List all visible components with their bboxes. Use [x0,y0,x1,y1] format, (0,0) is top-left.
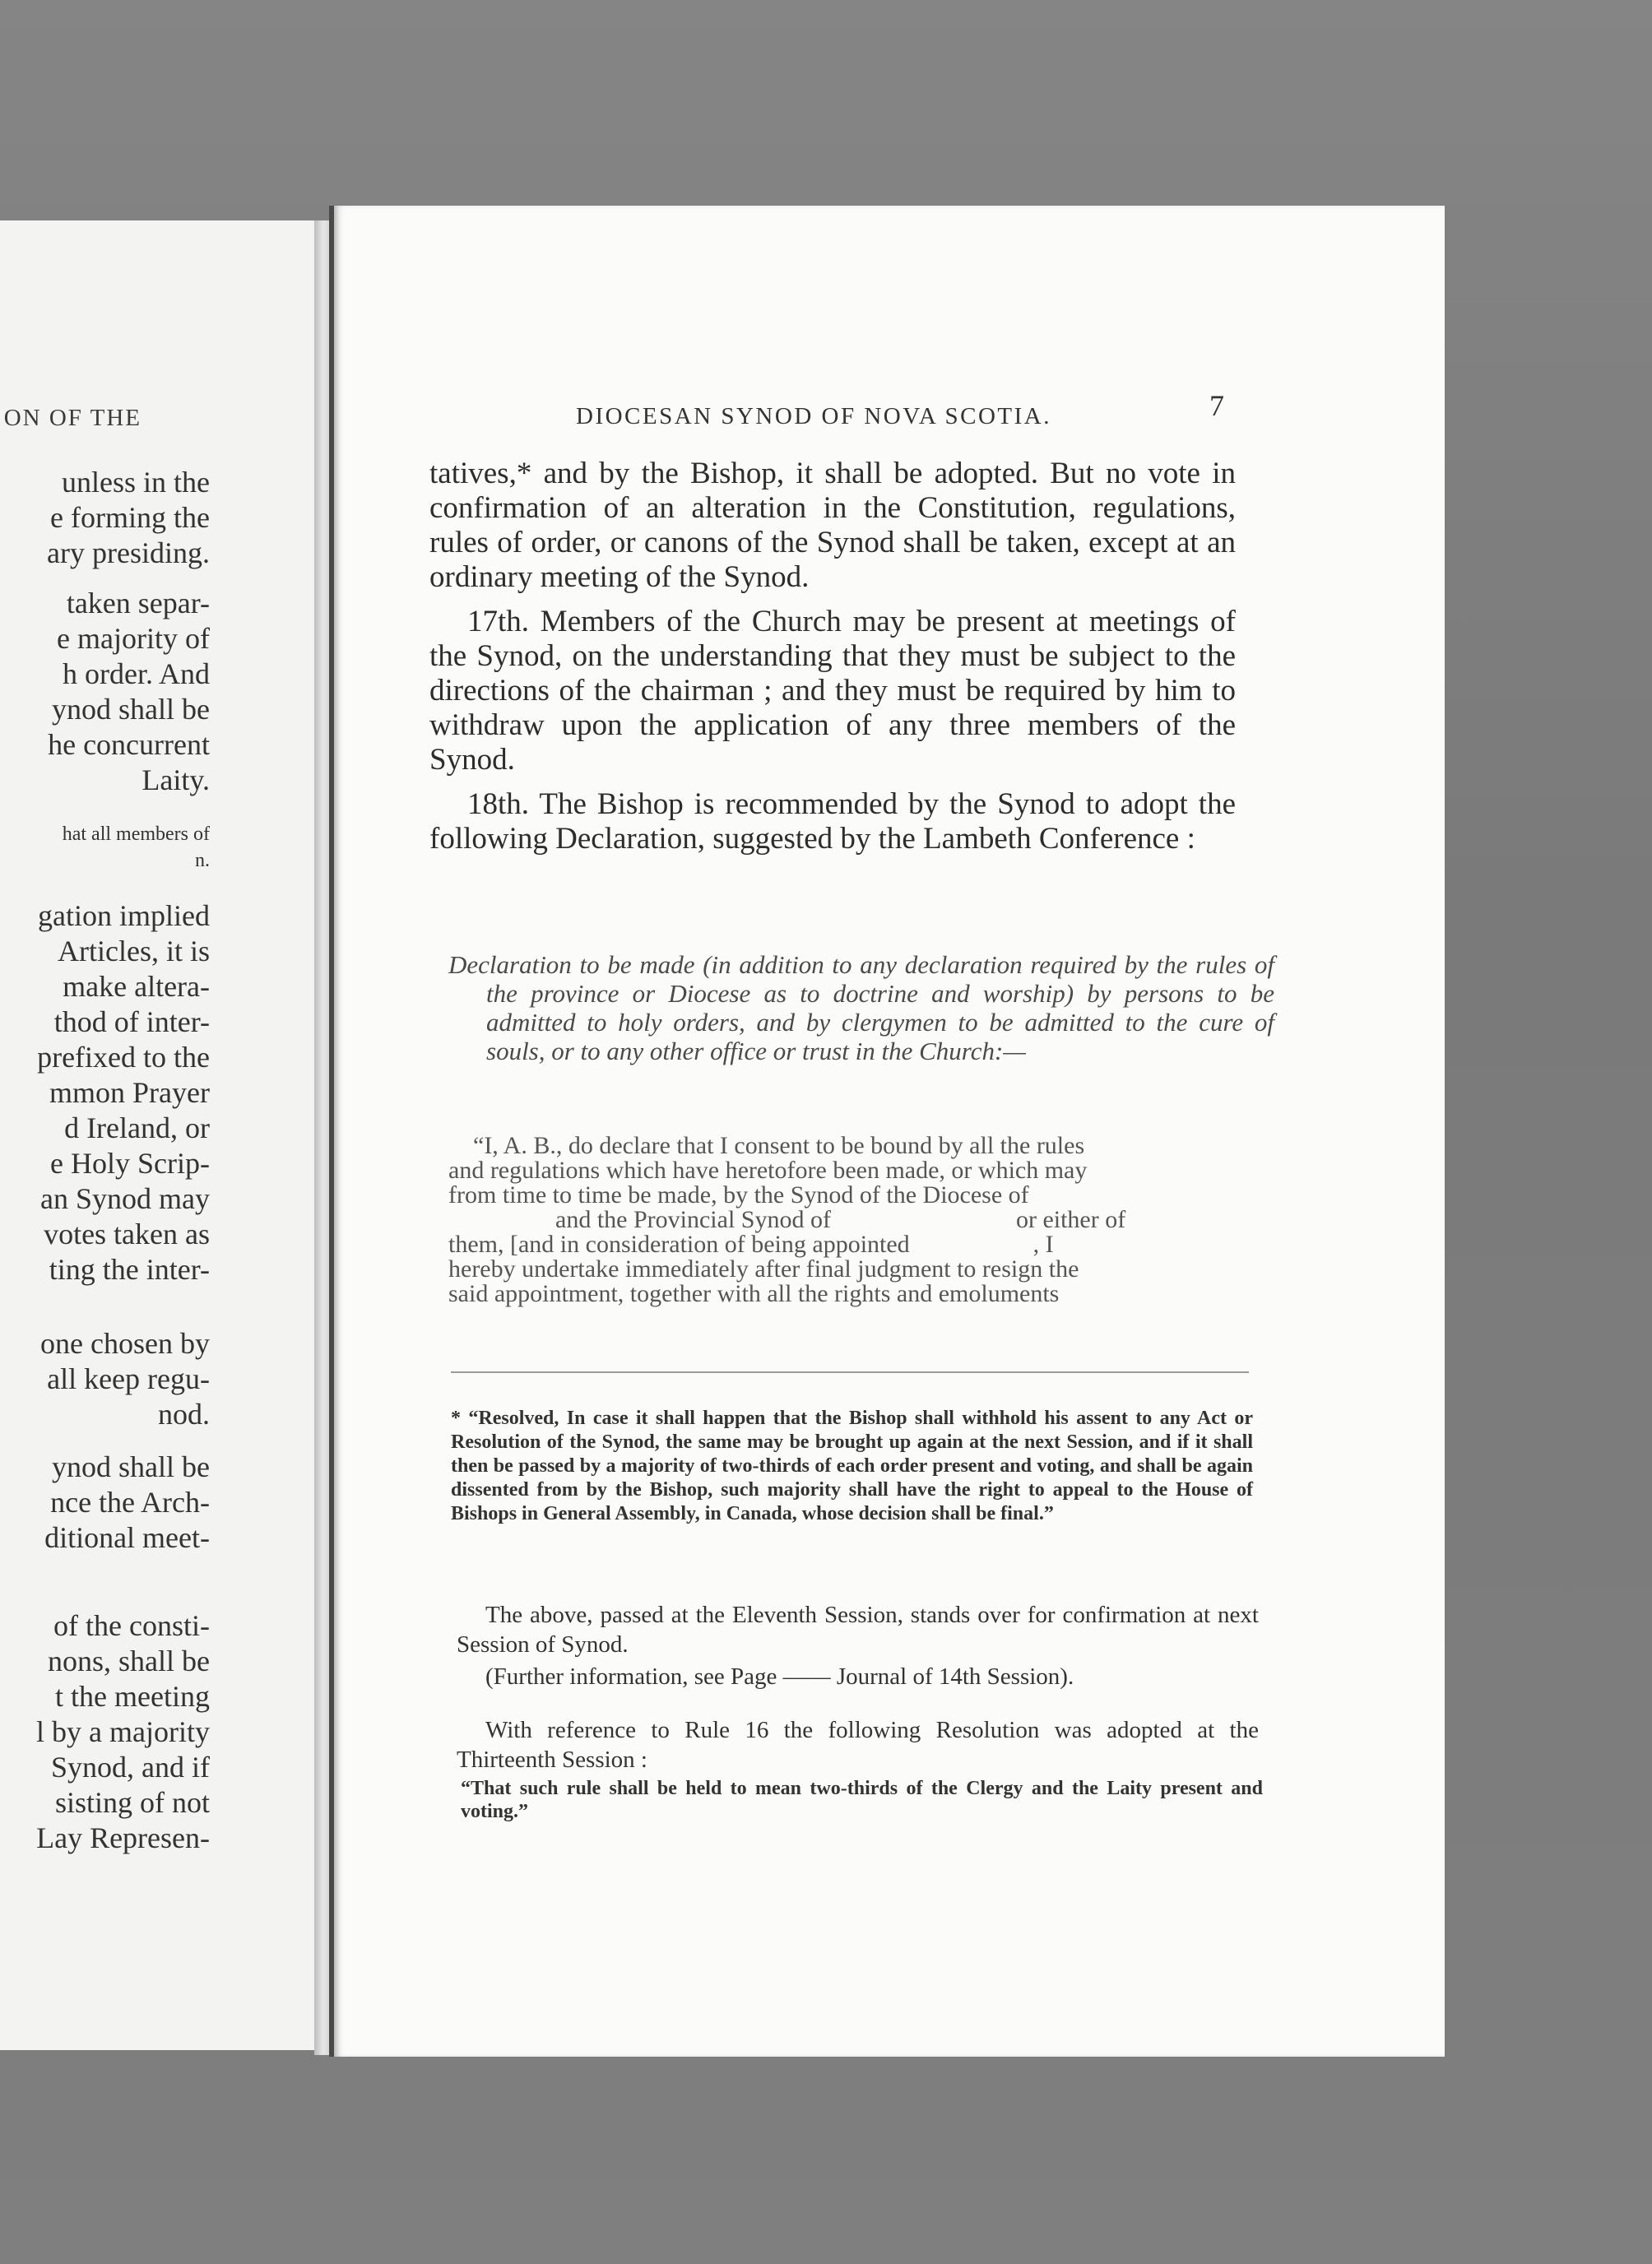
left-line: taken separ- [66,587,210,619]
left-line: e Holy Scrip- [50,1147,210,1180]
left-line: ynod shall be [52,693,210,726]
footnote-resolved: * “Resolved, In case it shall happen that the Bishop shall withhold his assent to any Act or Resolution of the Synod, the same may be brought up again at the next Session, and if it shall then be passed by a majority of two-thirds of each order present and voting, and shall be again dissented from by the Bishop, such majority shall have the right to appeal to the House of Bishops in General Assembly, in Canada, whose decision shall be final.” [451,1408,1253,1524]
oath-line: “I, A. B., do declare that I consent to be bound by all the rules [473,1132,1085,1159]
left-line: ary presiding. [47,536,210,569]
left-block-5 [0,1326,210,1432]
left-line: d Ireland, or [64,1111,210,1144]
left-line: nons, shall be [48,1645,210,1677]
page-gutter [314,220,329,2055]
left-block-3 [0,821,210,874]
left-line: of the consti- [53,1609,210,1642]
left-line: l by a majority [36,1715,210,1748]
left-line: prefixed to the [37,1041,210,1074]
left-block-7 [0,1608,210,1856]
left-line: e forming the [50,501,210,534]
left-line: mmon Prayer [49,1076,210,1109]
left-line: gation implied [38,899,210,932]
note-rule-16: With reference to Rule 16 the following Resolution was adopted at the Thirteenth Session : [457,1717,1259,1773]
left-running-head: ON OF THE [3,405,142,431]
left-line: unless in the [62,466,210,499]
oath-line: said appointment, together with all the rights and emoluments [448,1280,1060,1307]
paragraph-18th: 18th. The Bishop is recommended by the Synod to adopt the following Declaration, suggested by the Lambeth Conference : [429,787,1236,856]
main-text [429,457,1236,866]
declaration-oath [448,1134,1251,1306]
left-line: Articles, it is [58,935,210,967]
left-block-1 [0,465,210,571]
left-line: Lay Represen- [36,1821,210,1854]
left-line: make altera- [63,970,210,1003]
footnote-divider [451,1371,1249,1373]
left-line: ting the inter- [49,1253,210,1286]
left-line: e majority of [57,622,210,655]
paragraph-17th: 17th. Members of the Church may be present at meetings of the Synod, on the understanding that they must be subject to the directions of the chairman ; and they must be required by him to withdraw upon the application of any three members of the Synod. [429,605,1236,777]
note-resolution-quote: “That such rule shall be held to mean two-thirds of the Clergy and the Laity present and voting.” [461,1778,1263,1822]
left-line: one chosen by [40,1327,210,1360]
oath-line: them, [and in consideration of being appointed , I [448,1231,1054,1258]
left-line: all keep regu- [47,1362,210,1395]
oath-line: hereby undertake immediately after final judgment to resign the [448,1255,1079,1283]
left-line: h order. And [63,657,210,690]
left-line: hat all members of [62,823,210,845]
left-line: ditional meet- [44,1521,210,1554]
left-block-2 [0,586,210,798]
left-line: t the meeting [55,1680,210,1713]
left-line: nod. [158,1398,210,1431]
oath-line: from time to time be made, by the Synod of the Diocese of [448,1181,1029,1209]
left-line: votes taken as [44,1218,210,1250]
left-line: nce the Arch- [50,1486,210,1519]
paragraph-continuation: tatives,* and by the Bishop, it shall be adopted. But no vote in confirmation of an alteration in the Constitution, regulations, rules of order, or canons of the Synod shall be taken, except at an ordinary meeting of the Synod. [429,457,1236,594]
left-line: ynod shall be [52,1450,210,1483]
oath-line: and the Provincial Synod of or either of [555,1206,1126,1233]
running-head: DIOCESAN SYNOD OF NOVA SCOTIA. [576,403,1051,429]
note-passed: The above, passed at the Eleventh Session, stands over for confirmation at next Session of Synod. [457,1602,1259,1658]
note-further-information: (Further information, see Page —— Journal of 14th Session). [485,1663,1074,1690]
left-line: sisting of not [54,1786,210,1819]
left-line: he concurrent [48,728,210,761]
left-line: Laity. [142,763,210,796]
left-line: thod of inter- [53,1005,210,1038]
left-line: an Synod may [40,1182,210,1215]
left-block-6 [0,1450,210,1556]
left-block-4 [0,898,210,1287]
left-line: n. [195,850,210,871]
declaration-heading: Declaration to be made (in addition to any declaration required by the rules of the province or Diocese as to doctrine and worship) by persons to be admitted to holy orders, and by clergymen to be admitted to the cure of souls, or to any other office or trust in the Church:— [448,950,1274,1065]
page-number: 7 [1209,389,1224,422]
left-line: Synod, and if [51,1751,210,1784]
oath-line: and regulations which have heretofore been made, or which may [448,1157,1088,1184]
